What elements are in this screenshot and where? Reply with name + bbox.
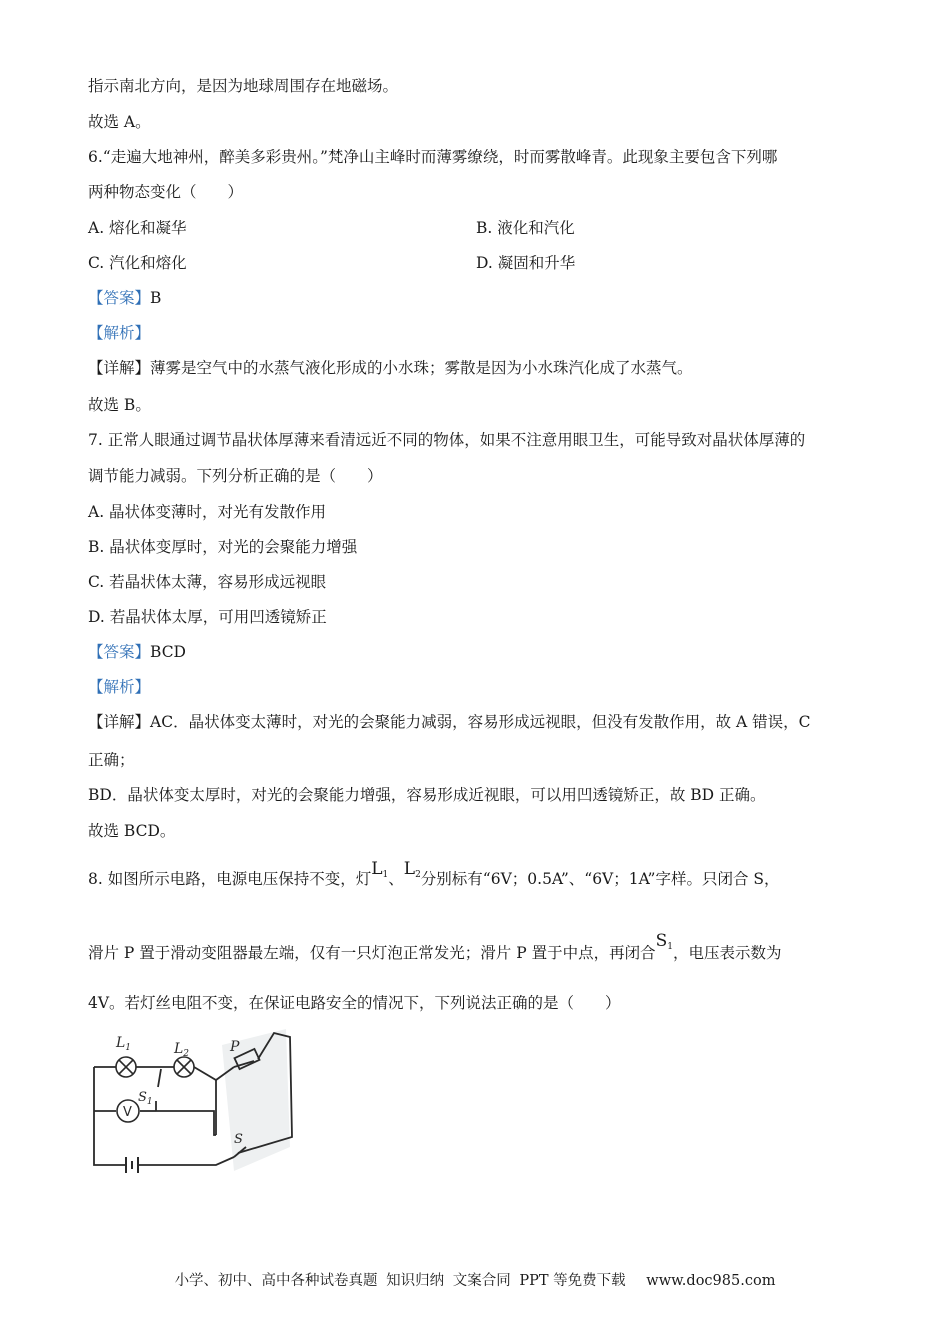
question-6-stem: 6.“走遍大地神州，醉美多彩贵州。”梵净山主峰时而薄雾缭绕，时而雾散峰青。此现象主要包含下列哪 xyxy=(88,148,778,166)
label-sub: 2 xyxy=(183,1049,190,1059)
q6-option-c: C. 汽化和熔化 xyxy=(88,254,187,272)
text-line: 故选 A。 xyxy=(88,113,151,131)
label-letter: L xyxy=(174,1041,184,1057)
answer-value: B xyxy=(150,289,162,307)
q7-answer xyxy=(88,642,186,662)
lamp-letter: L xyxy=(403,859,416,879)
footer-text: 小学、初中、高中各种试卷真题 xyxy=(174,1273,378,1289)
q7-detail-cont: 正确； xyxy=(88,751,135,769)
page-footer xyxy=(0,1269,950,1290)
detail-tag: 【详解】 xyxy=(88,359,151,377)
question-7-stem: 7. 正常人眼通过调节晶状体厚薄来看清远近不同的物体，如果不注意用眼卫生，可能导致对晶状体厚薄的 xyxy=(88,431,806,449)
q7-option-b: B. 晶状体变厚时，对光的会聚能力增强 xyxy=(88,538,358,556)
lamp-l1-label xyxy=(371,859,388,879)
answer-value: BCD xyxy=(150,643,186,661)
lamp-l1-icon xyxy=(116,1057,136,1077)
q6-analysis-tag: 【解析】 xyxy=(88,324,151,342)
q6-option-d: D. 凝固和升华 xyxy=(476,254,576,272)
q6-selection: 故选 B。 xyxy=(88,396,151,414)
q7-detail xyxy=(88,712,810,732)
q8-text: ，电压表示数为 xyxy=(672,944,782,962)
q7-option-c: C. 若晶状体太薄，容易形成远视眼 xyxy=(88,573,327,591)
answer-tag: 【答案】 xyxy=(88,289,151,307)
voltmeter-label: V xyxy=(123,1105,132,1120)
label-letter: L xyxy=(116,1035,126,1051)
footer-text: 文案合同 xyxy=(452,1273,511,1289)
q7-selection: 故选 BCD。 xyxy=(88,822,176,840)
label-sub: 1 xyxy=(125,1043,132,1053)
lamp-l2-icon xyxy=(174,1057,194,1077)
q8-text: 滑片 P 置于滑动变阻器最左端，仅有一只灯泡正常发光；滑片 P 置于中点，再闭合 xyxy=(88,944,656,962)
separator: 、 xyxy=(388,870,404,888)
q6-option-b: B. 液化和汽化 xyxy=(476,219,575,237)
q8-text: 分别标有“6V；0.5A”、“6V；1A”字样。只闭合 S， xyxy=(420,870,780,888)
lamp-sub: 2 xyxy=(415,870,421,880)
lamp-l2-label xyxy=(404,859,421,879)
q6-detail xyxy=(88,358,693,378)
q7-option-d: D. 若晶状体太厚，可用凹透镜矫正 xyxy=(88,608,327,626)
footer-url[interactable]: www.doc985.com xyxy=(646,1273,776,1289)
question-8-stem-end: 4V。若灯丝电阻不变，在保证电路安全的情况下，下列说法正确的是（ ） xyxy=(88,994,621,1012)
lamp-letter: L xyxy=(371,859,383,879)
question-8-stem-cont xyxy=(88,931,782,969)
footer-text: PPT 等免费下载 xyxy=(519,1273,626,1289)
text-line: 指示南北方向，是因为地球周围存在地磁场。 xyxy=(88,77,399,95)
lamp-sub: 1 xyxy=(382,870,389,880)
label-letter: S xyxy=(138,1090,147,1105)
switch-s1-label xyxy=(656,931,673,951)
q7-option-a: A. 晶状体变薄时，对光有发散作用 xyxy=(88,503,327,521)
switch-sub: 1 xyxy=(667,942,673,952)
label-p: P xyxy=(230,1039,240,1055)
question-7-stem-cont: 调节能力减弱。下列分析正确的是（ ） xyxy=(88,467,383,485)
detail-text: 薄雾是空气中的水蒸气液化形成的小水珠；雾散是因为小水珠汽化成了水蒸气。 xyxy=(150,359,693,377)
detail-tag: 【详解】 xyxy=(88,713,151,731)
q7-detail-bd: BD．晶状体变太厚时，对光的会聚能力增强，容易形成近视眼，可以用凹透镜矫正，故 BD 正确。 xyxy=(88,786,766,804)
q6-answer xyxy=(88,288,161,308)
q6-option-a: A. 熔化和凝华 xyxy=(88,219,187,237)
switch-letter: S xyxy=(655,931,668,951)
detail-text: AC．晶状体变太薄时，对光的会聚能力减弱，容易形成远视眼，但没有发散作用，故 A 错误，C xyxy=(150,713,811,731)
label-sub: 1 xyxy=(146,1097,153,1107)
q7-analysis-tag: 【解析】 xyxy=(88,678,151,696)
question-6-stem-cont: 两种物态变化（ ） xyxy=(88,183,244,201)
answer-tag: 【答案】 xyxy=(88,643,151,661)
q8-text: 8. 如图所示电路，电源电压保持不变，灯 xyxy=(88,870,372,888)
question-8-stem xyxy=(88,859,780,895)
label-s: S xyxy=(234,1132,243,1147)
circuit-diagram xyxy=(86,1025,296,1177)
footer-text: 知识归纳 xyxy=(386,1273,445,1289)
